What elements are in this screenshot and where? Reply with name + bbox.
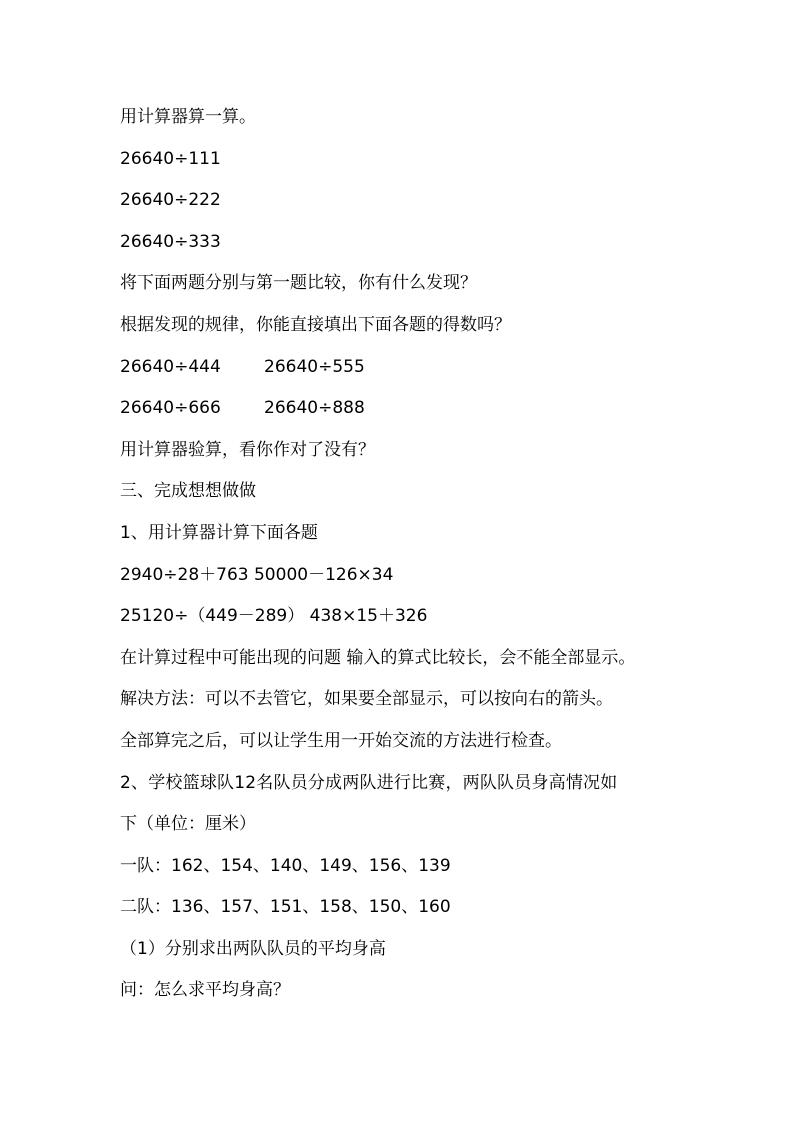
sub-question: （1）分别求出两队队员的平均身高: [120, 938, 386, 959]
expression-line: 25120÷（449－289） 438×15＋326: [120, 606, 428, 627]
text-line: 解决方法：可以不去管它，如果要全部显示，可以按向右的箭头。: [120, 689, 613, 710]
division-problem: 26640÷222: [120, 190, 221, 211]
division-problem: 26640÷333: [120, 231, 221, 252]
text-line: 在计算过程中可能出现的问题 输入的算式比较长，会不能全部显示。: [120, 647, 636, 668]
section-heading: 三、完成想想做做: [120, 481, 256, 502]
team-heights-line: 一队：162、154、140、149、156、139: [120, 855, 451, 876]
text-line: 全部算完之后，可以让学生用一开始交流的方法进行检查。: [120, 730, 562, 751]
text-line: 用计算器验算，看你作对了没有？: [120, 439, 375, 460]
exercise-heading: 1、用计算器计算下面各题: [120, 522, 318, 543]
problem-pair: [120, 350, 680, 392]
division-problem: 26640÷666: [120, 398, 221, 419]
exercise-heading: 2、学校篮球队12名队员分成两队进行比赛，两队队员身高情况如: [120, 772, 618, 793]
text-line: 用计算器算一算。: [120, 107, 256, 127]
text-line: 将下面两题分别与第一题比较，你有什么发现？: [120, 273, 477, 294]
division-problem: 26640÷111: [120, 148, 221, 169]
text-line: 下（单位：厘米）: [120, 814, 256, 835]
division-problem: 26640÷444: [120, 356, 221, 377]
team-heights-line: 二队：136、157、151、158、150、160: [120, 897, 451, 918]
problem-pair: [120, 391, 680, 433]
question-line: 问：怎么求平均身高？: [120, 980, 290, 1001]
expression-line: 2940÷28＋763 50000－126×34: [120, 564, 394, 585]
document-body: [120, 100, 680, 1015]
text-line: 根据发现的规律，你能直接填出下面各题的得数吗？: [120, 314, 511, 335]
division-problem: 26640÷555: [264, 356, 365, 377]
division-problem: 26640÷888: [264, 398, 365, 419]
